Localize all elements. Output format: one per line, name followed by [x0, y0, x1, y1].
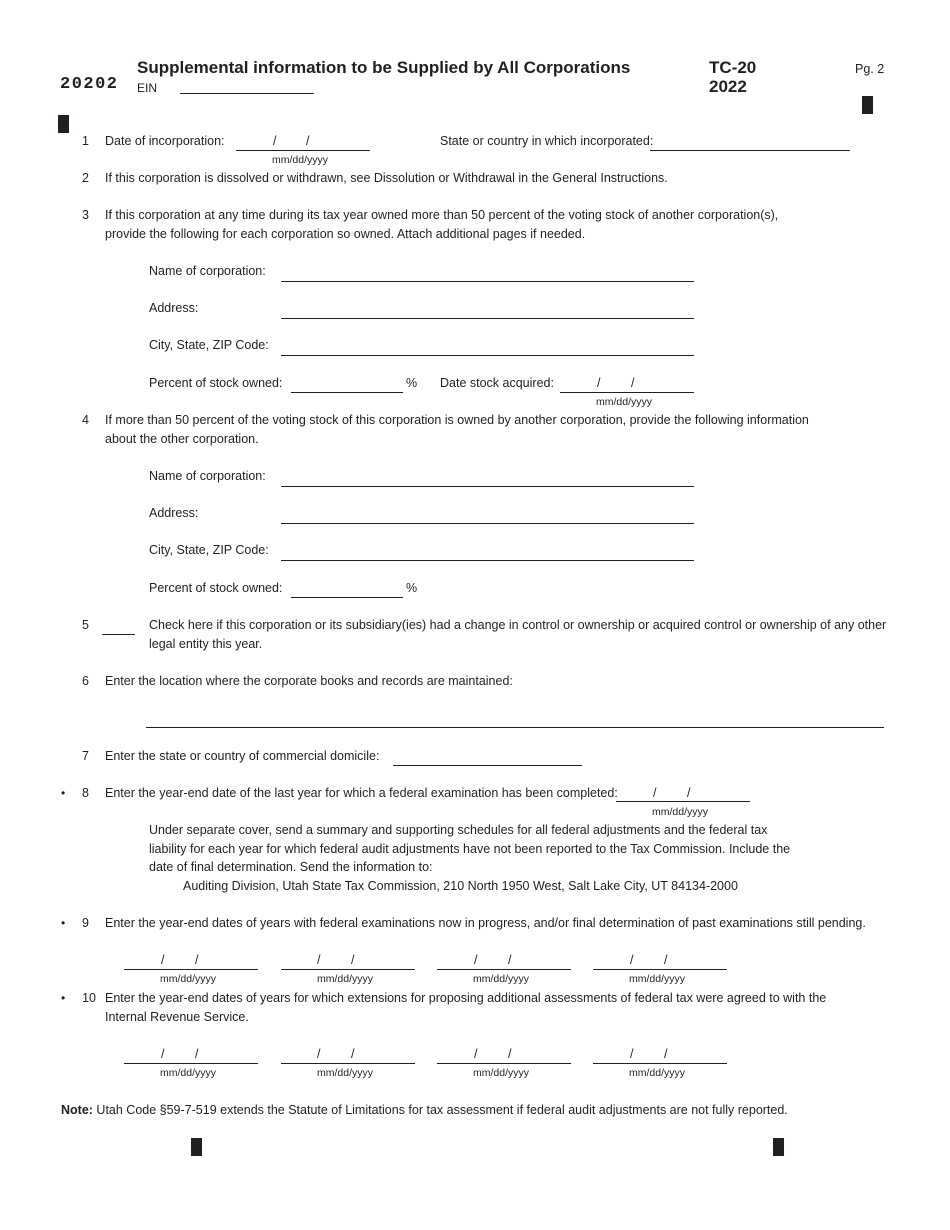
extension-date-input-4[interactable]	[593, 1063, 727, 1064]
line-4-text-1: If more than 50 percent of the voting stock of this corporation is owned by another corporation, provide the following information	[105, 413, 809, 427]
state-incorporated-input[interactable]	[650, 150, 850, 151]
date-slash: /	[161, 953, 165, 967]
line-8-instructions-2: liability for each year for which federal audit adjustments have not been reported to the Tax Commission. Include the	[149, 842, 791, 856]
commercial-domicile-input[interactable]	[393, 765, 582, 766]
line-9-text: Enter the year-end dates of years with federal examinations now in progress, and/or final determination of past examinations still pending.	[105, 916, 866, 930]
date-format-hint: mm/dd/yyyy	[629, 1067, 686, 1079]
line-3-text-2: provide the following for each corporation so owned. Attach additional pages if needed.	[105, 227, 586, 241]
federal-exam-date-input[interactable]	[616, 801, 750, 802]
books-location-input[interactable]	[146, 727, 884, 728]
date-slash: /	[474, 953, 478, 967]
date-slash: /	[664, 1047, 668, 1061]
bullet-icon: •	[61, 916, 66, 930]
note-text: Utah Code §59-7-519 extends the Statute of Limitations for tax assessment if federal audit adjustments are not fully reported.	[92, 1103, 788, 1117]
date-acquired-label: Date stock acquired:	[440, 376, 554, 390]
percent-sign: %	[406, 581, 418, 595]
owned-corp-name-input[interactable]	[281, 281, 694, 282]
parent-corp-percent-input[interactable]	[291, 597, 403, 598]
date-format-hint: mm/dd/yyyy	[596, 396, 653, 408]
line-3-text-1: If this corporation at any time during its tax year owned more than 50 percent of the voting stock of another corporation(s),	[105, 208, 779, 222]
date-slash: /	[630, 953, 634, 967]
exam-date-input-1[interactable]	[124, 969, 258, 970]
date-slash: /	[474, 1047, 478, 1061]
incorporation-date-input[interactable]	[236, 150, 370, 151]
auditing-division-address: Auditing Division, Utah State Tax Commission, 210 North 1950 West, Salt Lake City, UT 84134-2000	[183, 879, 738, 893]
line-2-number: 2	[82, 171, 89, 185]
date-slash: /	[664, 953, 668, 967]
ein-label: EIN	[137, 81, 158, 95]
line-4-text-2: about the other corporation.	[105, 432, 259, 446]
form-code: 20202	[60, 75, 119, 94]
line-10-text-2: Internal Revenue Service.	[105, 1010, 249, 1024]
date-slash: /	[306, 134, 310, 148]
footnote	[61, 1103, 788, 1117]
parent-corp-name-label: Name of corporation:	[149, 469, 266, 483]
owned-corp-city-label: City, State, ZIP Code:	[149, 338, 269, 352]
line-1-label: Date of incorporation:	[105, 134, 225, 148]
date-slash: /	[195, 953, 199, 967]
line-10-number: 10	[82, 991, 96, 1005]
exam-date-input-4[interactable]	[593, 969, 727, 970]
extension-date-input-2[interactable]	[281, 1063, 415, 1064]
line-7-text: Enter the state or country of commercial domicile:	[105, 749, 380, 763]
exam-date-input-3[interactable]	[437, 969, 571, 970]
line-3-number: 3	[82, 208, 89, 222]
date-slash: /	[317, 953, 321, 967]
ein-input[interactable]	[180, 93, 314, 94]
form-name: TC-20	[709, 58, 757, 77]
date-format-hint: mm/dd/yyyy	[652, 806, 709, 818]
registration-mark-top-left	[58, 115, 69, 133]
date-slash: /	[161, 1047, 165, 1061]
line-10-text-1: Enter the year-end dates of years for which extensions for proposing additional assessments of federal tax were agreed to with the	[105, 991, 827, 1005]
date-slash: /	[687, 786, 691, 800]
date-slash: /	[653, 786, 657, 800]
date-format-hint: mm/dd/yyyy	[317, 1067, 374, 1079]
form-year: 2022	[709, 77, 747, 96]
date-slash: /	[351, 953, 355, 967]
line-8-number: 8	[82, 786, 89, 800]
line-8-instructions-3: date of final determination. Send the information to:	[149, 860, 433, 874]
line-6-text: Enter the location where the corporate books and records are maintained:	[105, 674, 513, 688]
parent-corp-name-input[interactable]	[281, 486, 694, 487]
date-acquired-input[interactable]	[560, 392, 694, 393]
extension-date-input-1[interactable]	[124, 1063, 258, 1064]
parent-corp-city-label: City, State, ZIP Code:	[149, 543, 269, 557]
line-5-number: 5	[82, 618, 89, 632]
registration-mark-bottom-right	[773, 1138, 784, 1156]
date-slash: /	[631, 376, 635, 390]
date-format-hint: mm/dd/yyyy	[473, 1067, 530, 1079]
date-slash: /	[630, 1047, 634, 1061]
registration-mark-top-right	[862, 96, 873, 114]
owned-corp-address-input[interactable]	[281, 318, 694, 319]
percent-sign: %	[406, 376, 418, 390]
parent-corp-address-label: Address:	[149, 506, 199, 520]
owned-corp-city-input[interactable]	[281, 355, 694, 356]
parent-corp-percent-label: Percent of stock owned:	[149, 581, 283, 595]
parent-corp-city-input[interactable]	[281, 560, 694, 561]
parent-corp-address-input[interactable]	[281, 523, 694, 524]
extension-date-input-3[interactable]	[437, 1063, 571, 1064]
owned-corp-address-label: Address:	[149, 301, 199, 315]
date-slash: /	[351, 1047, 355, 1061]
page-number: Pg. 2	[855, 62, 885, 76]
bullet-icon: •	[61, 786, 66, 800]
date-format-hint: mm/dd/yyyy	[160, 973, 217, 985]
date-slash: /	[317, 1047, 321, 1061]
state-incorporated-label: State or country in which incorporated:	[440, 134, 654, 148]
line-8-instructions-1: Under separate cover, send a summary and supporting schedules for all federal adjustments and the federal tax	[149, 823, 768, 837]
date-slash: /	[508, 953, 512, 967]
date-slash: /	[597, 376, 601, 390]
date-format-hint: mm/dd/yyyy	[317, 973, 374, 985]
line-5-text-2: legal entity this year.	[149, 637, 263, 651]
line-7-number: 7	[82, 749, 89, 763]
date-slash: /	[273, 134, 277, 148]
line-8-text: Enter the year-end date of the last year for which a federal examination has been completed:	[105, 786, 618, 800]
line-9-number: 9	[82, 916, 89, 930]
line-1-number: 1	[82, 134, 89, 148]
page-title: Supplemental information to be Supplied by All Corporations	[137, 58, 631, 77]
line-2-text: If this corporation is dissolved or withdrawn, see Dissolution or Withdrawal in the General Instructions.	[105, 171, 668, 185]
owned-corp-percent-input[interactable]	[291, 392, 403, 393]
date-format-hint: mm/dd/yyyy	[473, 973, 530, 985]
exam-date-input-2[interactable]	[281, 969, 415, 970]
change-in-control-checkbox[interactable]	[102, 634, 135, 635]
date-slash: /	[195, 1047, 199, 1061]
line-5-text-1: Check here if this corporation or its subsidiary(ies) had a change in control or ownership or acquired control or ownership of any other	[149, 618, 887, 632]
line-6-number: 6	[82, 674, 89, 688]
owned-corp-name-label: Name of corporation:	[149, 264, 266, 278]
bullet-icon: •	[61, 991, 66, 1005]
date-format-hint: mm/dd/yyyy	[272, 154, 329, 166]
note-label: Note:	[61, 1103, 93, 1117]
date-slash: /	[508, 1047, 512, 1061]
registration-mark-bottom-left	[191, 1138, 202, 1156]
date-format-hint: mm/dd/yyyy	[629, 973, 686, 985]
line-4-number: 4	[82, 413, 89, 427]
date-format-hint: mm/dd/yyyy	[160, 1067, 217, 1079]
owned-corp-percent-label: Percent of stock owned:	[149, 376, 283, 390]
